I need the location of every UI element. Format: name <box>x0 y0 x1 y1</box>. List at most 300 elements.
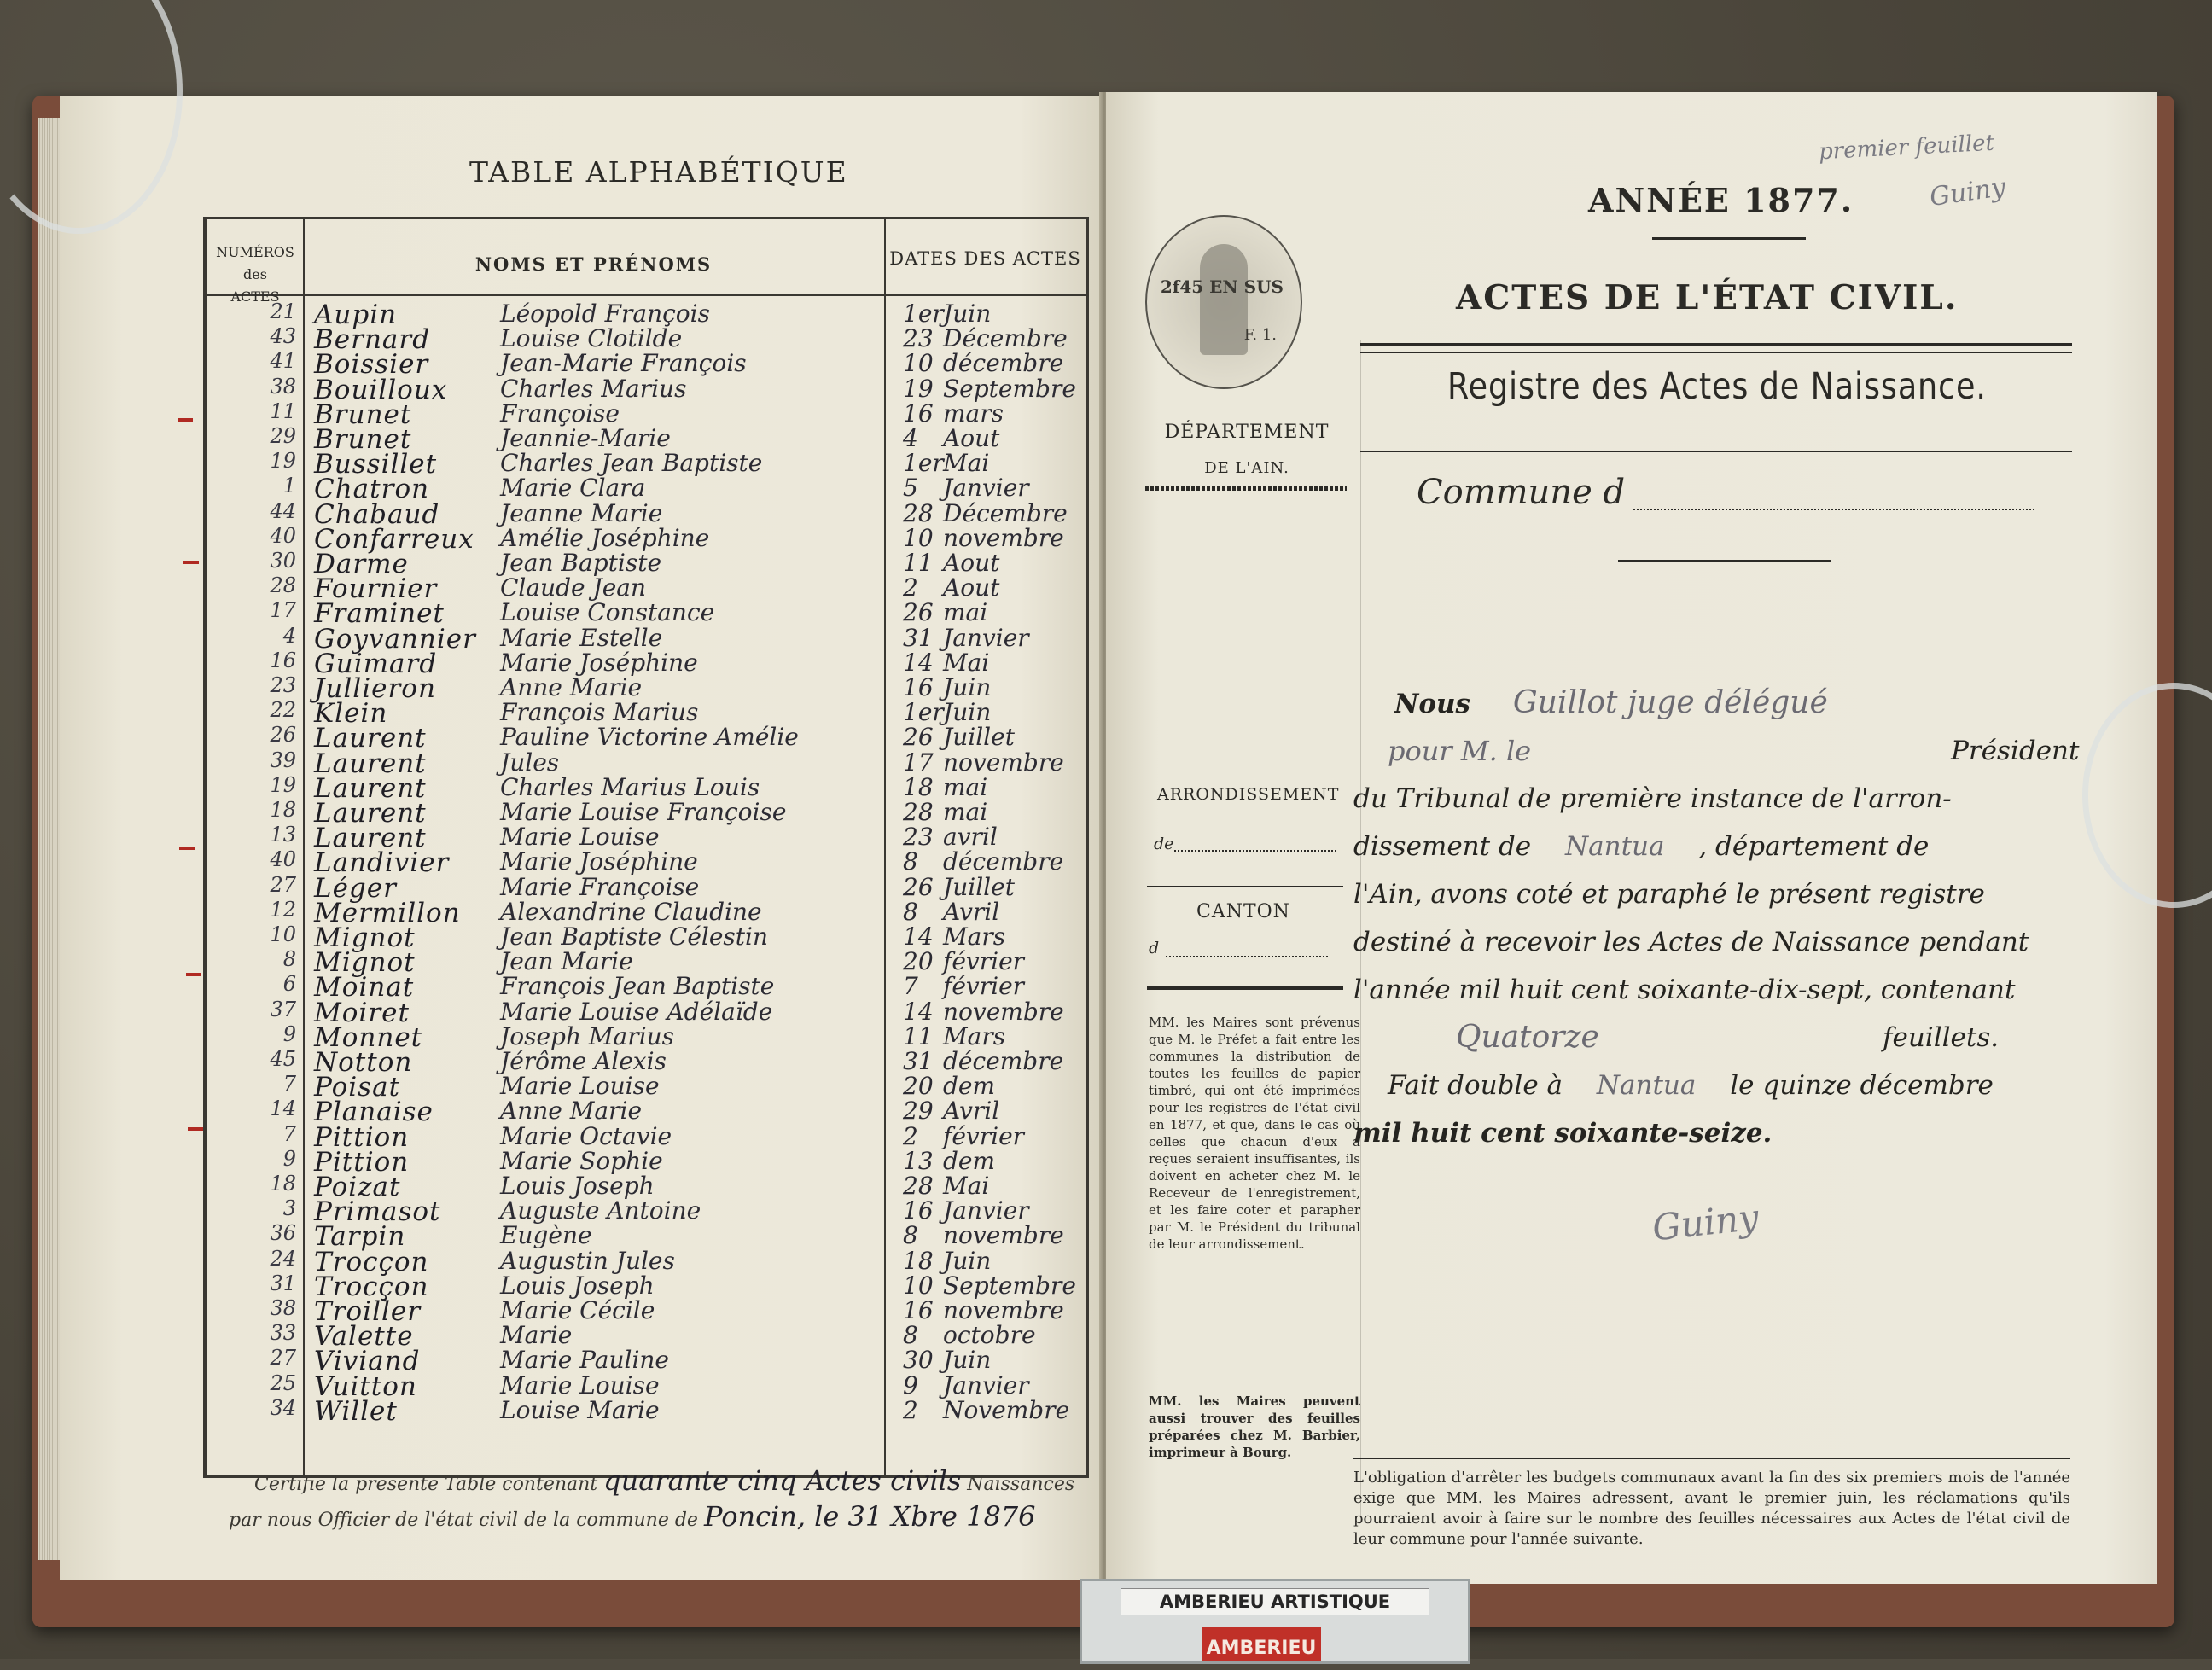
row-month: Novembre <box>943 1395 1070 1424</box>
row-number: 25 <box>270 1370 296 1395</box>
row-number: 38 <box>270 1296 296 1320</box>
row-surname: Notton <box>314 1047 413 1078</box>
table-row <box>207 1246 1086 1277</box>
table-row <box>207 997 1086 1028</box>
row-number: 4 <box>282 623 296 648</box>
row-day: 30 <box>903 1346 934 1375</box>
row-month: Juin <box>943 673 992 701</box>
row-given-names: Françoise <box>500 399 620 428</box>
row-given-names: Marie Louise <box>500 823 660 852</box>
canton-label: CANTON <box>1196 901 1290 922</box>
table-row <box>207 549 1086 579</box>
table-row <box>207 1271 1086 1302</box>
row-number: 26 <box>270 723 296 748</box>
row-day: 26 <box>903 598 934 627</box>
left-page <box>60 96 1103 1580</box>
handwritten-note: premier feuillet <box>1818 130 1995 166</box>
row-number: 38 <box>270 374 296 399</box>
stamp-price: 2f45 EN SUS <box>1160 276 1284 297</box>
row-month: Janvier <box>943 474 1029 503</box>
row-surname: Chatron <box>314 474 430 505</box>
row-day: 1er <box>903 449 944 478</box>
registre-title: Registre des Actes de Naissance. <box>1447 365 1987 408</box>
header-noms: NOMS ET PRÉNOMS <box>474 253 713 275</box>
rule <box>1353 1458 2070 1459</box>
row-given-names: Marie Cécile <box>500 1296 655 1324</box>
row-day: 11 <box>903 549 934 577</box>
row-surname: Laurent <box>314 723 427 754</box>
table-row <box>207 1346 1086 1377</box>
header-numeros-line: ACTES <box>230 288 280 305</box>
row-given-names: Charles Marius <box>500 374 687 403</box>
certification-handwritten: Poncin, le 31 Xbre 1876 <box>703 1500 1036 1533</box>
row-day: 9 <box>903 1370 918 1399</box>
table-row <box>207 498 1086 530</box>
table-row <box>207 897 1086 928</box>
body-line <box>1388 727 1531 776</box>
row-given-names: Claude Jean <box>500 573 647 602</box>
row-given-names: Jeannie-Marie <box>500 424 671 452</box>
table-row <box>207 1021 1086 1053</box>
row-day: 10 <box>903 349 934 378</box>
row-number: 18 <box>270 1172 296 1196</box>
table-row <box>207 474 1086 505</box>
certification-line-2 <box>229 1500 1036 1533</box>
row-given-names: Marie Louise Adélaïde <box>500 997 773 1026</box>
row-day: 20 <box>903 1072 934 1101</box>
row-month: décembre <box>943 847 1064 876</box>
row-surname: Mignot <box>314 947 416 979</box>
row-surname: Laurent <box>314 823 427 854</box>
row-month: Juillet <box>943 872 1015 901</box>
body-handwritten: Quatorze <box>1456 1020 1599 1055</box>
holder-sticker <box>1080 1579 1470 1664</box>
row-given-names: Eugène <box>500 1221 592 1250</box>
row-month: février <box>943 947 1025 976</box>
row-number: 31 <box>270 1271 296 1295</box>
table-row <box>207 374 1086 405</box>
row-month: Aout <box>943 573 1000 602</box>
row-number: 13 <box>270 823 296 847</box>
table-row <box>207 523 1086 555</box>
row-day: 28 <box>903 1172 934 1200</box>
row-month: Juin <box>943 1346 992 1375</box>
row-number: 1 <box>282 474 296 498</box>
row-month: novembre <box>943 523 1064 552</box>
row-day: 19 <box>903 374 934 403</box>
canton-fill-line <box>1166 956 1328 957</box>
row-month: Aout <box>943 424 1000 452</box>
certification-text: par nous Officier de l'état civil de la commune de <box>229 1510 698 1531</box>
table-row <box>207 1097 1086 1128</box>
row-surname: Bouilloux <box>314 374 448 405</box>
commune-label: Commune d <box>1417 473 1626 512</box>
row-surname: Chabaud <box>314 498 440 530</box>
table-row <box>207 1221 1086 1253</box>
table-row <box>207 324 1086 356</box>
row-month: mai <box>943 772 988 801</box>
row-number: 9 <box>282 1021 296 1046</box>
row-month: Juin <box>943 300 992 328</box>
row-surname: Primasot <box>314 1196 441 1228</box>
header-numeros <box>214 241 296 308</box>
row-day: 13 <box>903 1146 934 1175</box>
sticker-label: AMBERIEU ARTISTIQUE <box>1121 1588 1429 1615</box>
table-row <box>207 972 1086 1004</box>
row-number: 36 <box>270 1221 296 1246</box>
table-row <box>207 748 1086 779</box>
row-day: 14 <box>903 648 934 677</box>
row-surname: Laurent <box>314 798 427 829</box>
row-day: 2 <box>903 573 918 602</box>
row-number: 8 <box>282 947 296 972</box>
row-given-names: Alexandrine Claudine <box>500 897 762 926</box>
table-row <box>207 1395 1086 1427</box>
row-number: 7 <box>282 1072 296 1097</box>
row-number: 39 <box>270 748 296 772</box>
row-number: 30 <box>270 549 296 573</box>
right-page <box>1106 92 2157 1584</box>
row-day: 23 <box>903 823 934 852</box>
row-given-names: Anne Marie <box>500 1097 643 1126</box>
row-day: 16 <box>903 673 934 701</box>
row-surname: Aupin <box>314 300 398 330</box>
body-line <box>1388 1062 1994 1109</box>
row-number: 18 <box>270 798 296 822</box>
rule <box>1360 451 2072 452</box>
row-given-names: Jérôme Alexis <box>500 1047 667 1075</box>
body-line: l'Ain, avons coté et paraphé le présent registre <box>1353 879 1985 910</box>
row-number: 16 <box>270 648 296 672</box>
row-given-names: Léopold François <box>500 300 710 328</box>
row-given-names: Marie Clara <box>500 474 646 503</box>
arrondissement-de: de <box>1154 835 1174 853</box>
row-given-names: Marie <box>500 1321 573 1350</box>
row-given-names: Marie Françoise <box>500 872 700 901</box>
ornament-rule <box>1147 986 1343 990</box>
row-number: 19 <box>270 772 296 797</box>
row-month: mai <box>943 798 988 826</box>
row-number: 3 <box>282 1196 296 1221</box>
row-month: dem <box>943 1072 996 1101</box>
red-mark <box>188 1127 203 1131</box>
row-surname: Viviand <box>314 1346 421 1377</box>
row-number: 22 <box>270 698 296 723</box>
row-month: Janvier <box>943 1196 1029 1225</box>
table-row <box>207 947 1086 979</box>
row-surname: Valette <box>314 1321 414 1353</box>
body-line: mil huit cent soixante-seize. <box>1353 1118 1773 1149</box>
row-given-names: Louise Constance <box>500 598 715 627</box>
departement-block <box>1149 415 1345 486</box>
ornament-rule <box>1652 237 1806 240</box>
row-number: 6 <box>282 972 296 997</box>
row-day: 8 <box>903 897 918 926</box>
handwritten-initial: Guiny <box>1927 172 2008 213</box>
row-day: 16 <box>903 1196 934 1225</box>
row-month: Juin <box>943 1246 992 1275</box>
ornament-rule <box>1618 560 1831 562</box>
row-surname: Landivier <box>314 847 450 879</box>
row-surname: Bussillet <box>314 449 438 480</box>
body-text: dissement de <box>1353 831 1532 862</box>
row-day: 26 <box>903 872 934 901</box>
row-surname: Moiret <box>314 997 410 1028</box>
header-numeros-line: des <box>243 266 267 282</box>
table-row <box>207 1047 1086 1078</box>
row-given-names: Marie Estelle <box>500 623 663 652</box>
row-given-names: Augustin Jules <box>500 1246 675 1275</box>
row-number: 40 <box>270 847 296 872</box>
arrondissement-fill-line <box>1174 850 1336 852</box>
row-day: 14 <box>903 922 934 951</box>
row-surname: Poizat <box>314 1172 401 1202</box>
row-day: 8 <box>903 1221 918 1250</box>
row-given-names: Louise Clotilde <box>500 324 683 353</box>
row-number: 24 <box>270 1246 296 1271</box>
row-given-names: Auguste Antoine <box>500 1196 701 1225</box>
row-given-names: Marie Louise <box>500 1370 660 1399</box>
row-month: dem <box>943 1146 996 1175</box>
body-handwritten: Nantua <box>1565 831 1665 862</box>
departement-label: DÉPARTEMENT <box>1164 422 1330 443</box>
row-surname: Poisat <box>314 1072 401 1103</box>
row-given-names: Jeanne Marie <box>500 498 663 527</box>
row-number: 34 <box>270 1395 296 1420</box>
certification-text: Naissances <box>967 1474 1075 1495</box>
row-given-names: Jean Marie <box>500 947 633 976</box>
year-heading: ANNÉE 1877. <box>1588 181 1854 219</box>
row-given-names: Anne Marie <box>500 673 643 701</box>
row-month: Décembre <box>943 498 1068 527</box>
row-day: 18 <box>903 1246 934 1275</box>
row-month: Juin <box>943 698 992 727</box>
row-month: Mars <box>943 1021 1006 1050</box>
row-day: 10 <box>903 523 934 552</box>
table-row <box>207 648 1086 679</box>
body-line <box>1353 823 1929 870</box>
row-day: 10 <box>903 1271 934 1300</box>
table-row <box>207 673 1086 704</box>
row-day: 2 <box>903 1395 918 1424</box>
table-row <box>207 399 1086 430</box>
table-row <box>207 1321 1086 1353</box>
row-month: Mai <box>943 1172 990 1200</box>
red-mark <box>178 418 193 422</box>
alphabetical-table <box>203 217 1089 1478</box>
row-given-names: Charles Marius Louis <box>500 772 760 801</box>
row-number: 23 <box>270 673 296 697</box>
red-mark <box>179 847 195 850</box>
row-month: novembre <box>943 1221 1064 1250</box>
row-day: 31 <box>903 623 934 652</box>
row-day: 1er <box>903 300 944 328</box>
row-surname: Moinat <box>314 972 415 1004</box>
row-given-names: Louise Marie <box>500 1395 660 1424</box>
row-surname: Pittion <box>314 1146 410 1178</box>
actes-title: ACTES DE L'ÉTAT CIVIL. <box>1456 278 1959 317</box>
row-day: 28 <box>903 798 934 826</box>
row-day: 16 <box>903 1296 934 1324</box>
row-surname: Brunet <box>314 399 412 430</box>
table-row <box>207 772 1086 804</box>
table-row <box>207 573 1086 605</box>
wavy-rule <box>1145 486 1347 491</box>
row-surname: Mignot <box>314 922 416 953</box>
signature: Guiny <box>1650 1196 1761 1249</box>
stamp-mark: F. 1. <box>1243 326 1277 344</box>
row-month: Juillet <box>943 723 1015 752</box>
certification-line-1 <box>254 1464 1074 1497</box>
row-month: Janvier <box>943 1370 1029 1399</box>
row-given-names: Pauline Victorine Amélie <box>500 723 799 752</box>
row-given-names: Jules <box>500 748 560 777</box>
commune-fill-line <box>1633 509 2034 510</box>
row-given-names: François Marius <box>500 698 699 727</box>
row-month: octobre <box>943 1321 1036 1350</box>
row-given-names: François Jean Baptiste <box>500 972 775 1001</box>
row-number: 40 <box>270 523 296 548</box>
table-row <box>207 1146 1086 1178</box>
table-row <box>207 1172 1086 1202</box>
row-number: 41 <box>270 349 296 374</box>
row-day: 8 <box>903 847 918 876</box>
row-number: 11 <box>270 399 296 423</box>
maires-note-barbier: MM. les Maires peuvent aussi trouver des feuilles préparées chez M. Barbier, imprimeur à Bourg. <box>1149 1394 1360 1460</box>
rule <box>1147 886 1343 887</box>
row-surname: Monnet <box>314 1021 423 1053</box>
row-surname: Goyvannier <box>314 623 476 655</box>
row-number: 33 <box>270 1321 296 1346</box>
table-row <box>207 598 1086 630</box>
certification-text: Certifié la présente Table contenant <box>254 1474 598 1495</box>
row-given-names: Joseph Marius <box>500 1021 674 1050</box>
justice-figure-icon <box>1200 244 1248 355</box>
row-surname: Léger <box>314 872 397 904</box>
row-number: 9 <box>282 1146 296 1171</box>
row-day: 14 <box>903 997 934 1026</box>
row-day: 31 <box>903 1047 934 1075</box>
row-month: Avril <box>943 897 1000 926</box>
row-surname: Jullieron <box>314 673 436 704</box>
row-given-names: Jean Baptiste <box>500 549 662 577</box>
row-month: décembre <box>943 349 1064 378</box>
row-surname: Bernard <box>314 324 431 356</box>
row-surname: Mermillon <box>314 897 461 928</box>
body-line: du Tribunal de première instance de l'arron- <box>1353 783 1952 814</box>
row-day: 5 <box>903 474 918 503</box>
row-given-names: Jean Baptiste Célestin <box>500 922 769 951</box>
row-number: 17 <box>270 598 296 623</box>
row-month: Mai <box>943 449 990 478</box>
row-given-names: Louis Joseph <box>500 1271 655 1300</box>
table-row <box>207 823 1086 854</box>
row-surname: Boissier <box>314 349 429 381</box>
table-row <box>207 349 1086 381</box>
certification-handwritten: quarante cinq Actes civils <box>603 1464 962 1497</box>
body-text: Fait double à <box>1388 1070 1563 1101</box>
table-row <box>207 1121 1086 1153</box>
row-number: 12 <box>270 897 296 922</box>
row-given-names: Charles Jean Baptiste <box>500 449 763 478</box>
table-row <box>207 922 1086 953</box>
row-surname: Vuitton <box>314 1370 417 1402</box>
row-month: Mars <box>943 922 1006 951</box>
row-day: 8 <box>903 1321 918 1350</box>
row-surname: Trocçon <box>314 1246 429 1277</box>
body-handwritten: Guillot juge délégué <box>1512 685 1828 720</box>
row-day: 28 <box>903 498 934 527</box>
row-surname: Willet <box>314 1395 398 1427</box>
row-surname: Tarpin <box>314 1221 406 1253</box>
row-day: 18 <box>903 772 934 801</box>
row-number: 21 <box>270 300 296 323</box>
footnote: L'obligation d'arrêter les budgets communaux avant la fin des six premiers mois de l'année exige que MM. les Maires adressent, avant le premier juin, les réclamations qu'ils pourraient avoir à faire sur le nombre des feuilles nécessaires aux Actes de l'état civil de leur commune pour l'année suivante. <box>1353 1469 2070 1548</box>
row-day: 11 <box>903 1021 934 1050</box>
body-handwritten: Nantua <box>1596 1070 1697 1101</box>
table-row <box>207 449 1086 480</box>
row-given-names: Jean-Marie François <box>500 349 747 378</box>
row-day: 20 <box>903 947 934 976</box>
table-row <box>207 1196 1086 1228</box>
table-row <box>207 872 1086 904</box>
maires-note: MM. les Maires sont prévenus que M. le Préfet a fait entre les communes la distribution de toutes les feuilles de papier timbré, qui ont été imprimées pour les registres de l'état civil en 1877, et que, dans le cas où celles que chacun d'eux a reçues seraient insuffisantes, ils doivent en acheter chez M. le Receveur de l'enregistrement, et les faire coter et parapher par M. le Président du tribunal de leur arrondissement. <box>1149 1015 1360 1252</box>
body-handwritten: pour M. le <box>1388 735 1532 767</box>
row-surname: Pittion <box>314 1121 410 1153</box>
departement-name: DE L'AIN. <box>1204 459 1289 477</box>
row-surname: Troiller <box>314 1296 422 1327</box>
row-month: Aout <box>943 549 1000 577</box>
row-surname: Planaise <box>314 1097 434 1128</box>
table-title: TABLE ALPHABÉTIQUE <box>469 155 848 189</box>
row-given-names: Amélie Joséphine <box>500 523 710 552</box>
row-day: 23 <box>903 324 934 353</box>
row-number: 44 <box>270 498 296 523</box>
row-surname: Fournier <box>314 573 438 605</box>
row-number: 45 <box>270 1047 296 1071</box>
row-month: Septembre <box>943 1271 1076 1300</box>
row-month: avril <box>943 823 998 852</box>
table-row <box>207 300 1086 330</box>
body-president: Président <box>1951 736 2080 766</box>
table-row <box>207 698 1086 730</box>
header-numeros-line: NUMÉROS <box>216 244 294 260</box>
table-row <box>207 1296 1086 1327</box>
table-row <box>207 424 1086 455</box>
row-month: novembre <box>943 997 1064 1026</box>
row-month: février <box>943 972 1025 1001</box>
row-number: 7 <box>282 1121 296 1146</box>
row-given-names: Louis Joseph <box>500 1172 655 1200</box>
row-number: 43 <box>270 324 296 349</box>
table-row <box>207 623 1086 655</box>
row-number: 29 <box>270 424 296 448</box>
row-month: Avril <box>943 1097 1000 1126</box>
row-number: 10 <box>270 922 296 946</box>
row-number: 19 <box>270 449 296 474</box>
body-line <box>1456 1014 1599 1062</box>
row-month: Mai <box>943 648 990 677</box>
row-month: novembre <box>943 748 1064 777</box>
row-number: 28 <box>270 573 296 598</box>
row-month: décembre <box>943 1047 1064 1075</box>
row-given-names: Marie Sophie <box>500 1146 663 1175</box>
page-edges <box>38 118 60 1560</box>
row-month: Décembre <box>943 324 1068 353</box>
row-surname: Darme <box>314 549 409 579</box>
header-rule <box>207 294 1086 296</box>
row-month: novembre <box>943 1296 1064 1324</box>
